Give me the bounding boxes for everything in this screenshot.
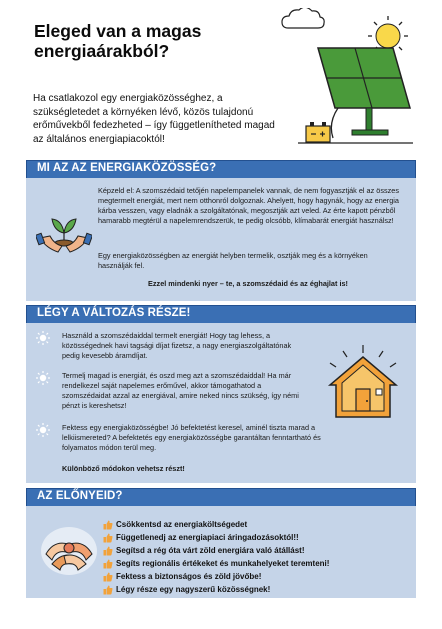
section2-paragraph-3: Fektess egy energiaközösségbe! Jó befektetést keresel, aminél tiszta marad a lelkiismereted? A befektetés egy energiaközösségbe garantáltan fenntartható és folyamatos módon terül meg. (62, 423, 321, 452)
section-heading: LÉGY A VÁLTOZÁS RÉSZE! (37, 307, 191, 319)
benefit-text: Légy része egy nagyszerű közösségnek! (116, 585, 271, 594)
section-body (26, 323, 416, 483)
benefit-item (116, 572, 261, 582)
section-be-part (26, 305, 416, 483)
benefit-text: Fektess a biztonságos és zöld jövőbe! (116, 572, 262, 581)
sun-icon (36, 371, 50, 385)
thumbs-up-icon (103, 546, 113, 556)
section-body (26, 178, 416, 301)
hands-plant-icon (36, 208, 92, 258)
section1-paragraph-3: Ezzel mindenki nyer – te, a szomszédaid és az éghajlat is! (148, 279, 348, 288)
benefit-text: Segíts regionális értékeket és munkahelyeket teremteni! (116, 559, 330, 568)
page-title: Eleged van a magas energiaárakból? (34, 21, 202, 61)
solar-panel-illustration (278, 8, 428, 153)
sun-icon (36, 331, 50, 345)
section-benefits (26, 488, 416, 598)
thumbs-up-icon (103, 520, 113, 530)
section-body (26, 506, 416, 598)
benefit-text: Csökkentsd az energiaköltségedet (116, 520, 248, 529)
thumbs-up-icon (103, 533, 113, 543)
intro-text: Ha csatlakozol egy energiaközösséghez, a szükségletedet a környéken lévő, közös tulajdonú erőművekből fedezheted – így függetlenítheted magad az általános energiapiacoktól! (33, 93, 275, 145)
section2-paragraph-4: Különböző módokon vehetsz részt! (62, 464, 185, 473)
section2-paragraph-2: Termelj magad is energiát, és oszd meg azt a szomszédaiddal! Ha már rendelkezel saját napelemes erőművel, akkor támogathatod a szomszédaidat azzal az energiával, amire neked nincs szükség, így némi pénzt is kereshetsz! (62, 371, 299, 410)
benefit-item (116, 559, 329, 569)
benefit-text: Segítsd a rég óta várt zöld energiára való átállást! (116, 546, 305, 555)
benefit-item (116, 520, 247, 530)
thumbs-up-icon (103, 559, 113, 569)
benefit-text: Függetlenedj az energiapiaci áringadozásoktól!! (116, 533, 299, 542)
thumbs-up-icon (103, 585, 113, 595)
benefit-item (116, 585, 270, 595)
section-header (26, 488, 416, 507)
section-header (26, 305, 416, 324)
section2-paragraph-1: Használd a szomszédaiddal termelt energiát! Hogy tag lehess, a közösségednek havi tagsági díjat fizetsz, a nagy energiaszolgáltatónak pedig kevesebb áramdíjat. (62, 331, 292, 360)
benefit-item (116, 546, 305, 556)
sun-icon (36, 423, 50, 437)
section-what-is (26, 160, 416, 302)
section-heading: MI AZ AZ ENERGIAKÖZÖSSÉG? (37, 162, 217, 174)
section1-paragraph-1: Képzeld el: A szomszédaid tetőjén napelempanelek vannak, de nem fogyasztják el az összes megtermelt energiát, mert nem otthonról dolgoznak. Ahelyett, hogy hagynák, hogy az energia kárba vesszen, vagy eladnák a szolgáltatónak, megosztják azt veled. Az érte kapott pénzből hamarabb megtérül a napelemrendszerük, te pedig olcsóbb, klímabarát energiát használsz! (98, 186, 399, 225)
benefit-item (116, 533, 299, 543)
thumbs-up-icon (103, 572, 113, 582)
section1-paragraph-2: Egy energiaközösségben az energiát helyben termelik, osztják meg és a környéken használják fel. (98, 251, 368, 270)
hands-together-icon (38, 524, 100, 578)
section-heading: AZ ELŐNYEID? (37, 490, 123, 502)
section-header (26, 160, 416, 179)
house-sun-icon (318, 343, 408, 423)
